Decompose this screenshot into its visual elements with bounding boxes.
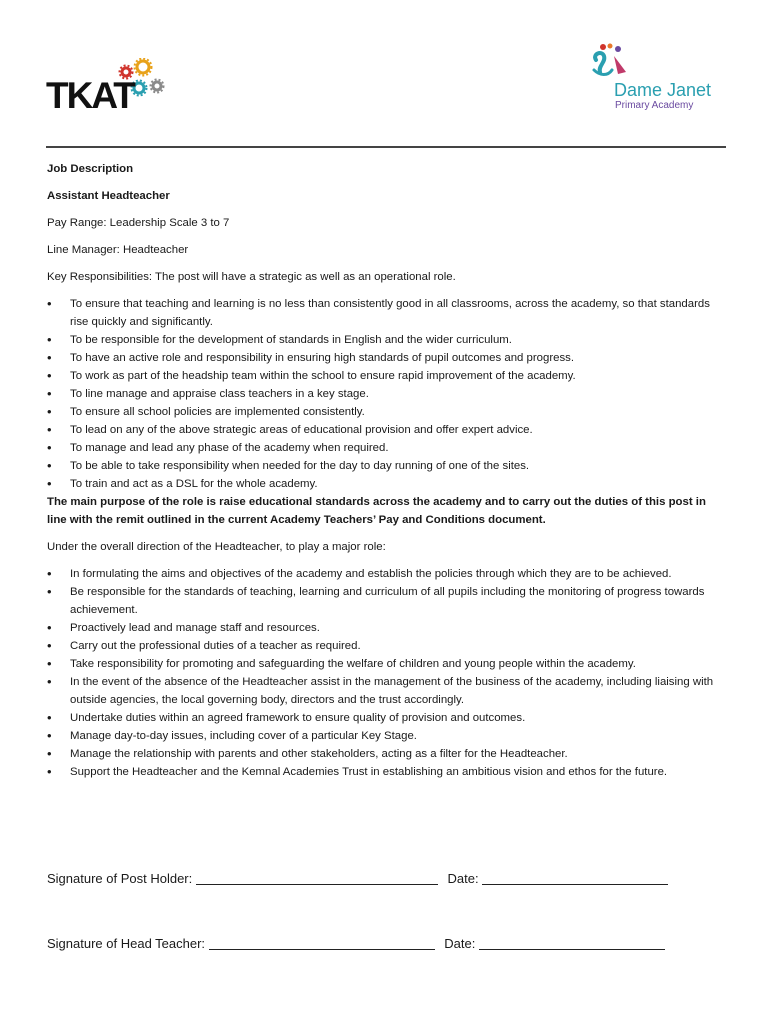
post-holder-date-line[interactable] (482, 870, 668, 885)
school-name: Dame Janet (614, 80, 712, 100)
head-teacher-signature-label: Signature of Head Teacher: (47, 936, 206, 951)
role-title: Assistant Headteacher (47, 190, 170, 202)
line-manager: Line Manager: Headteacher (47, 244, 189, 256)
tkat-logo-text: TKAT (46, 75, 134, 116)
post-holder-signature-line[interactable] (196, 870, 438, 885)
list-item: • To train and act as a DSL for the whole academy. (47, 475, 723, 493)
head-teacher-signature-line[interactable] (209, 935, 435, 950)
school-subtitle: Primary Academy (615, 100, 694, 111)
document-heading: Job Description (47, 163, 134, 175)
list-item: • Be responsible for the standards of teaching, learning and curriculum of all pupils including the monitoring of progress towards achievement. (47, 583, 723, 619)
list-item: • To be responsible for the development of standards in English and the wider curriculum. (47, 331, 723, 349)
main-purpose: The main purpose of the role is raise educational standards across the academy and to carry out the duties of this post in line with the remit outlined in the current Academy Teachers’ Pay and Conditions document. (47, 496, 706, 526)
direction-intro: Under the overall direction of the Headteacher, to play a major role: (47, 541, 386, 553)
post-holder-date-label: Date: (447, 871, 479, 886)
list-item: • Manage day-to-day issues, including cover of a particular Key Stage. (47, 727, 723, 745)
key-responsibilities-list (47, 295, 723, 493)
list-item: • Take responsibility for promoting and safeguarding the welfare of children and young people within the academy. (47, 655, 723, 673)
head-teacher-signature-row (47, 935, 665, 951)
list-item: • In the event of the absence of the Headteacher assist in the management of the business of the academy, including liaising with outside agencies, the local governing body, directors and the trust accordingly. (47, 673, 723, 709)
list-item: • Proactively lead and manage staff and resources. (47, 619, 723, 637)
list-item: • Manage the relationship with parents and other stakeholders, acting as a filter for the Headteacher. (47, 745, 723, 763)
head-teacher-date-label: Date: (444, 936, 476, 951)
list-item: • To be able to take responsibility when needed for the day to day running of one of the sites. (47, 457, 723, 475)
head-teacher-date-line[interactable] (479, 935, 665, 950)
list-item: • Support the Headteacher and the Kemnal Academies Trust in establishing an ambitious vision and ethos for the future. (47, 763, 723, 781)
list-item: • Undertake duties within an agreed framework to ensure quality of provision and outcomes. (47, 709, 723, 727)
job-description-body (47, 160, 723, 781)
post-holder-signature-label: Signature of Post Holder: (47, 871, 193, 886)
list-item: • To ensure all school policies are implemented consistently. (47, 403, 723, 421)
pay-range: Pay Range: Leadership Scale 3 to 7 (47, 217, 230, 229)
post-holder-signature-row (47, 870, 668, 886)
list-item: • To line manage and appraise class teachers in a key stage. (47, 385, 723, 403)
header-divider (46, 146, 726, 148)
list-item: • To manage and lead any phase of the academy when required. (47, 439, 723, 457)
list-item: • To lead on any of the above strategic areas of educational provision and offer expert advice. (47, 421, 723, 439)
list-item: • Carry out the professional duties of a teacher as required. (47, 637, 723, 655)
key-responsibilities-intro: Key Responsibilities: The post will have a strategic as well as an operational role. (47, 271, 456, 283)
list-item: • To ensure that teaching and learning is no less than consistently good in all classrooms, across the academy, so that standards rise quickly and significantly. (47, 295, 723, 331)
list-item: • In formulating the aims and objectives of the academy and establish the policies through which they are to be achieved. (47, 565, 723, 583)
dame-janet-logo (590, 42, 730, 122)
direction-list (47, 565, 723, 781)
tkat-logo (46, 58, 176, 116)
list-item: • To work as part of the headship team within the school to ensure rapid improvement of the academy. (47, 367, 723, 385)
page-header (0, 0, 770, 150)
list-item: • To have an active role and responsibility in ensuring high standards of pupil outcomes and progress. (47, 349, 723, 367)
